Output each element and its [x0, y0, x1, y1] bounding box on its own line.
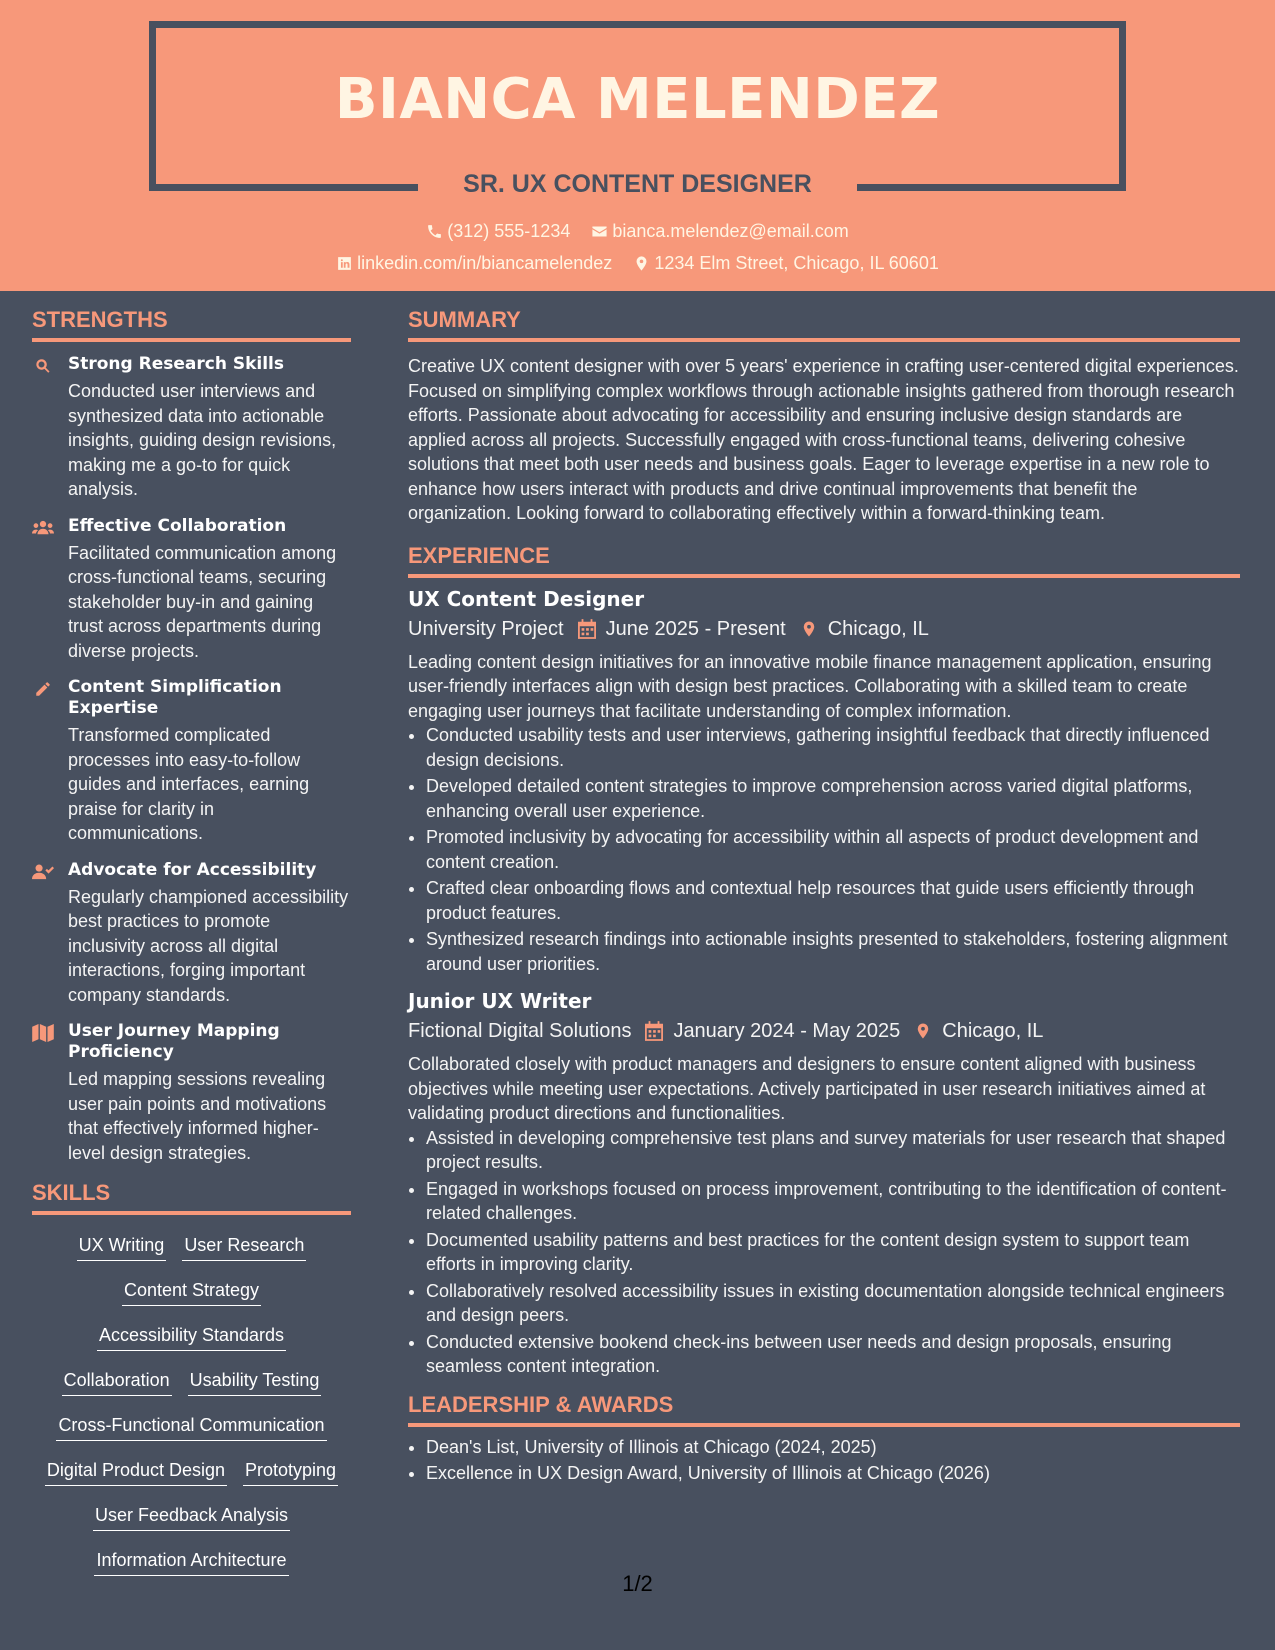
- skill-tag: Digital Product Design: [45, 1458, 227, 1486]
- strength-item: [32, 516, 351, 664]
- skill-row: [32, 1458, 351, 1503]
- skill-row: [32, 1233, 351, 1278]
- skills-rule: [32, 1211, 351, 1215]
- phone-text: (312) 555-1234: [447, 221, 571, 241]
- frame-bottom-right: [857, 184, 1126, 191]
- skill-tag: Prototyping: [243, 1458, 338, 1486]
- job-entry: [408, 586, 1240, 977]
- job-bullet: • Conducted extensive bookend check-ins between user needs and design proposals, ensuring seamless content integration.: [426, 1330, 1240, 1379]
- job-bullet: • Synthesized research findings into actionable insights presented to stakeholders, fostering alignment around user priorities.: [426, 927, 1240, 976]
- strength-title: Advocate for Accessibility: [68, 859, 317, 880]
- job-bullets: [408, 723, 1240, 976]
- strength-title: User Journey Mapping Proficiency: [68, 1021, 280, 1062]
- experience-heading: EXPERIENCE: [408, 542, 550, 568]
- skill-tag: User Feedback Analysis: [93, 1503, 290, 1531]
- candidate-name: BIANCA MELENDEZ: [334, 67, 941, 132]
- awards-heading: LEADERSHIP & AWARDS: [408, 1391, 674, 1417]
- job-title: UX Content Designer: [408, 586, 645, 611]
- job-bullet: • Promoted inclusivity by advocating for accessibility within all aspects of product development and content creation.: [426, 825, 1240, 874]
- job-meta: [408, 614, 1240, 644]
- calendar-icon: [578, 619, 596, 639]
- candidate-title: SR. UX CONTENT DESIGNER: [463, 170, 812, 198]
- job-location: Chicago, IL: [827, 617, 929, 640]
- skill-tag: Collaboration: [62, 1368, 172, 1396]
- summary-rule: [408, 338, 1240, 342]
- strength-desc: Transformed complicated processes into easy-to-follow guides and interfaces, earning praise for clarity in communications.: [68, 725, 310, 843]
- strength-title: Content Simplification Expertise: [68, 677, 282, 718]
- skill-tag: Cross-Functional Communication: [56, 1413, 326, 1441]
- pencil-icon: [32, 680, 54, 698]
- job-bullets: [408, 1126, 1240, 1379]
- strength-desc: Conducted user interviews and synthesized data into actionable insights, guiding design revisions, making me a go-to for quick analysis.: [68, 381, 337, 499]
- job-title: Junior UX Writer: [408, 989, 592, 1013]
- awards-list: [408, 1435, 1240, 1486]
- job-meta: [408, 1016, 1240, 1046]
- frame-bottom-left: [149, 184, 418, 191]
- awards-rule: [408, 1423, 1240, 1427]
- job-bullet: • Assisted in developing comprehensive test plans and survey materials for user research that shaped project results.: [426, 1126, 1240, 1175]
- map-pin-icon: [800, 619, 818, 639]
- award-item: • Excellence in UX Design Award, University of Illinois at Chicago (2026): [426, 1461, 1240, 1486]
- page-number: 1/2: [622, 1571, 653, 1596]
- job-dates: January 2024 - May 2025: [673, 1020, 901, 1042]
- phone-contact: [426, 218, 570, 244]
- skill-tag: Accessibility Standards: [97, 1323, 286, 1351]
- header-band: [0, 0, 1275, 291]
- strength-item: [32, 354, 351, 502]
- search-icon: [32, 357, 54, 375]
- calendar-icon: [645, 1021, 663, 1041]
- email-text[interactable]: bianca.melendez@email.com: [612, 221, 849, 241]
- envelope-icon: [591, 223, 608, 240]
- job-bullet: • Documented usability patterns and best practices for the content design system to support team efforts in improving clarity.: [426, 1228, 1240, 1277]
- job-location: Chicago, IL: [942, 1020, 1044, 1042]
- job-dates: June 2025 - Present: [605, 617, 786, 640]
- summary-text: Creative UX content designer with over 5 years' experience in crafting user-centered digital experiences. Focused on simplifying complex workflows through actionable insights gathered from thorough research efforts. Passionate about advocating for accessibility and ensuring inclusive design standards are applied across all projects. Successfully engaged with cross-functional teams, delivering cohesive solutions that meet both user needs and business goals. Eager to leverage expertise in a new role to enhance how users interact with products and drive continual improvements that benefit the organization. Looking forward to collaborating effectively within a forward-thinking team.: [408, 356, 1239, 523]
- strength-desc: Led mapping sessions revealing user pain points and motivations that effectively informed higher-level design strategies.: [68, 1069, 327, 1163]
- strengths-rule: [32, 338, 351, 342]
- strength-title: Strong Research Skills: [68, 354, 284, 374]
- contact-row-2: [0, 250, 1275, 279]
- summary-heading: SUMMARY: [408, 307, 521, 332]
- strength-desc: Facilitated communication among cross-functional teams, securing stakeholder buy-in and gaining trust across departments during diverse projects.: [68, 542, 337, 661]
- strength-item: [32, 677, 351, 846]
- address-text: 1234 Elm Street, Chicago, IL 60601: [654, 253, 939, 273]
- skill-tag: User Research: [182, 1233, 306, 1261]
- user-check-icon: [32, 863, 54, 881]
- job-bullet: • Collaboratively resolved accessibility issues in existing documentation alongside technical engineers and design peers.: [426, 1279, 1240, 1328]
- map-icon: [32, 1024, 54, 1042]
- job-description: Leading content design initiatives for an innovative mobile finance management application, ensuring user-friendly interfaces align with design best practices. Collaborating with a skilled team to create engaging user journeys that facilitate understanding of complex information.: [408, 651, 1212, 721]
- job-entry: [408, 988, 1240, 1379]
- job-description: Collaborated closely with product managers and designers to ensure content aligned with business objectives while meeting user expectations. Actively participated in user research initiatives aimed at validating product directions and functionalities.: [408, 1054, 1206, 1123]
- skill-tag: Usability Testing: [188, 1368, 322, 1396]
- linkedin-text[interactable]: linkedin.com/in/biancamelendez: [357, 253, 613, 273]
- contact-row-1: [0, 218, 1275, 247]
- skill-row: [32, 1278, 351, 1323]
- job-bullet: • Engaged in workshops focused on process improvement, contributing to the identification of content-related challenges.: [426, 1177, 1240, 1226]
- linkedin-icon: [336, 255, 353, 272]
- job-bullet: • Crafted clear onboarding flows and contextual help resources that guide users efficiently through product features.: [426, 876, 1240, 925]
- skill-row: [32, 1548, 351, 1593]
- skills-heading: SKILLS: [32, 1180, 111, 1205]
- strengths-heading: STRENGTHS: [32, 307, 168, 332]
- strength-desc: Regularly championed accessibility best practices to promote inclusivity across all digital interactions, forging important company standards.: [68, 886, 349, 1005]
- email-contact[interactable]: [591, 218, 848, 244]
- skill-row: [32, 1413, 351, 1458]
- skill-row: [32, 1368, 351, 1413]
- award-item: • Dean's List, University of Illinois at Chicago (2024, 2025): [426, 1435, 1240, 1460]
- strength-title: Effective Collaboration: [68, 515, 287, 536]
- skill-tag: Content Strategy: [122, 1278, 261, 1306]
- strength-item: [32, 1021, 351, 1165]
- address-contact: [633, 250, 939, 276]
- skill-tag: UX Writing: [77, 1233, 167, 1261]
- map-pin-icon: [633, 255, 650, 272]
- phone-icon: [426, 223, 443, 240]
- map-pin-icon: [914, 1021, 932, 1041]
- job-bullet: • Conducted usability tests and user interviews, gathering insightful feedback that directly influenced design decisions.: [426, 723, 1240, 772]
- skill-tag: Information Architecture: [94, 1548, 288, 1576]
- job-bullet: • Developed detailed content strategies to improve comprehension across varied digital platforms, enhancing overall user experience.: [426, 774, 1240, 823]
- linkedin-contact[interactable]: [336, 250, 612, 276]
- job-company: Fictional Digital Solutions: [408, 1020, 632, 1042]
- skills-list: [32, 1233, 351, 1593]
- skill-row: [32, 1503, 351, 1548]
- strength-item: [32, 860, 351, 1008]
- right-column: [408, 306, 1240, 1488]
- job-company: University Project: [408, 617, 564, 640]
- skill-row: [32, 1323, 351, 1368]
- experience-rule: [408, 574, 1240, 578]
- users-icon: [32, 519, 54, 537]
- left-column: [32, 306, 351, 1593]
